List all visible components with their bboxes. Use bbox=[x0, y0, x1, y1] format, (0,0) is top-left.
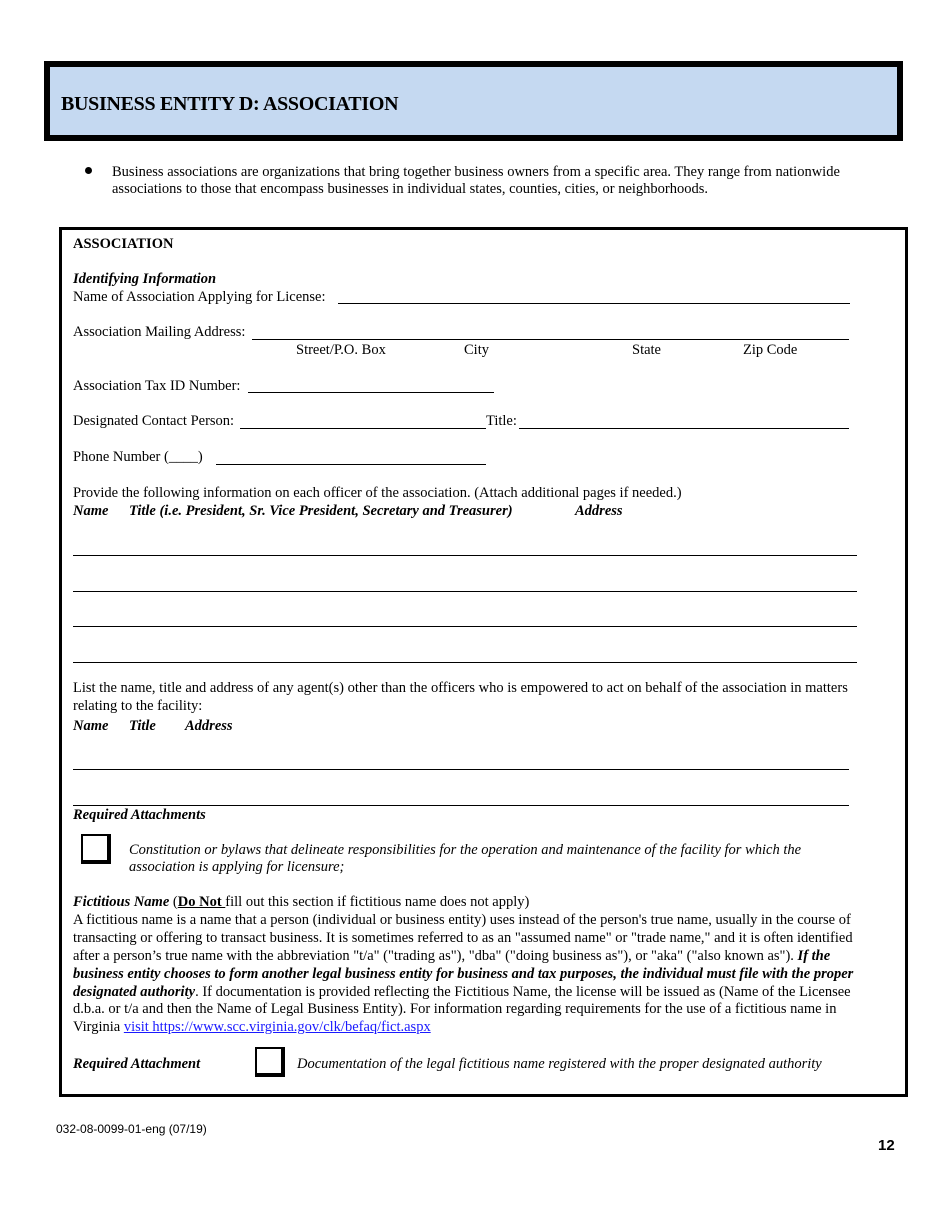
officers-instruction: Provide the following information on each officer of the association. (Attach additional pages if needed.) bbox=[73, 485, 682, 501]
agent-line-2[interactable] bbox=[73, 805, 849, 806]
fictitious-name-link[interactable]: visit https://www.scc.virginia.gov/clk/befaq/fict.aspx bbox=[123, 1019, 431, 1036]
fictitious-name-section bbox=[73, 894, 873, 1037]
mailing-address-field[interactable] bbox=[252, 339, 849, 340]
mailing-address-label: Association Mailing Address: bbox=[73, 324, 246, 340]
identifying-info-heading: Identifying Information bbox=[73, 271, 217, 287]
form-heading: ASSOCIATION bbox=[73, 236, 174, 252]
agent-col-name: Name bbox=[73, 718, 109, 734]
agent-col-address: Address bbox=[185, 718, 233, 734]
state-sublabel: State bbox=[632, 342, 661, 358]
officer-line-2[interactable] bbox=[73, 591, 857, 592]
tax-id-field[interactable] bbox=[248, 392, 494, 393]
intro-bullet-text: Business associations are organizations that bring together business owners from a specific area. They range from nationwide associations to those that encompass businesses in individual states, counties, cities, or neighborhoods. bbox=[112, 164, 840, 197]
fictitious-paren: ( bbox=[169, 894, 178, 910]
officer-col-name: Name bbox=[73, 503, 109, 519]
fictitious-body-1: A fictitious name is a name that a person (individual or business entity) uses instead of the person's true name, usually in the course of transacting or offering to transact business. It is sometimes referred to as an "assumed name" or "trade name," and it is often identified after a person’s true name with the abbreviation "t/a" ("trading as"), "dba" ("doing business as"), or "aka" ("also known as"). bbox=[73, 911, 853, 964]
required-attachment-heading: Required Attachment bbox=[73, 1056, 201, 1072]
section-banner bbox=[44, 61, 903, 141]
fictitious-instruction: fill out this section if fictitious name does not apply) bbox=[225, 894, 530, 910]
fictitious-doc-checkbox[interactable] bbox=[255, 1047, 285, 1077]
fictitious-doc-text: Documentation of the legal fictitious name registered with the proper designated authority bbox=[297, 1056, 822, 1072]
contact-person-label: Designated Contact Person: bbox=[73, 413, 235, 429]
zip-code-sublabel: Zip Code bbox=[743, 342, 798, 358]
form-code: 032-08-0099-01-eng (07/19) bbox=[56, 1122, 207, 1136]
contact-title-field[interactable] bbox=[519, 428, 849, 429]
agent-col-title: Title bbox=[129, 718, 156, 734]
agents-instruction: List the name, title and address of any agent(s) other than the officers who is empowered to act on behalf of the association in matters relating to the facility: bbox=[73, 680, 848, 714]
section-title: BUSINESS ENTITY D: ASSOCIATION bbox=[61, 93, 399, 115]
bylaws-attachment-text: Constitution or bylaws that delineate responsibilities for the operation and maintenance of the facility for which the association is applying for licensure; bbox=[129, 842, 802, 875]
title-label: Title: bbox=[486, 413, 517, 429]
fictitious-name-heading: Fictitious Name bbox=[73, 894, 170, 910]
officer-col-address: Address bbox=[575, 503, 623, 519]
fictitious-body-2: . If documentation is provided reflecting the Fictitious Name, the license will be issued as (Name of the Licensee d.b.a. or t/a and then the Name of Legal Business Entity). For information regarding requirements for the use of a fictitious name in Virginia bbox=[73, 983, 851, 1036]
agent-line-1[interactable] bbox=[73, 769, 849, 770]
phone-label: Phone Number (____) bbox=[73, 449, 203, 465]
city-sublabel: City bbox=[464, 342, 489, 358]
phone-field[interactable] bbox=[216, 464, 486, 465]
tax-id-label: Association Tax ID Number: bbox=[73, 378, 241, 394]
fictitious-body-bold: If the business entity chooses to form another legal business entity for business and tax purposes, the individual must file with the proper designated authority bbox=[73, 947, 854, 1000]
officer-line-1[interactable] bbox=[73, 555, 857, 556]
bullet-icon bbox=[85, 167, 92, 174]
officer-line-3[interactable] bbox=[73, 626, 857, 627]
bylaws-checkbox[interactable] bbox=[81, 834, 111, 864]
association-name-field[interactable] bbox=[338, 303, 850, 304]
association-name-label: Name of Association Applying for License: bbox=[73, 289, 326, 305]
officer-col-title: Title (i.e. President, Sr. Vice President, Secretary and Treasurer) bbox=[129, 503, 513, 519]
do-not-text: Do Not bbox=[177, 894, 226, 910]
street-sublabel: Street/P.O. Box bbox=[296, 342, 386, 358]
required-attachments-heading: Required Attachments bbox=[73, 807, 206, 823]
page-number: 12 bbox=[878, 1137, 895, 1154]
officer-line-4[interactable] bbox=[73, 662, 857, 663]
contact-person-field[interactable] bbox=[240, 428, 486, 429]
